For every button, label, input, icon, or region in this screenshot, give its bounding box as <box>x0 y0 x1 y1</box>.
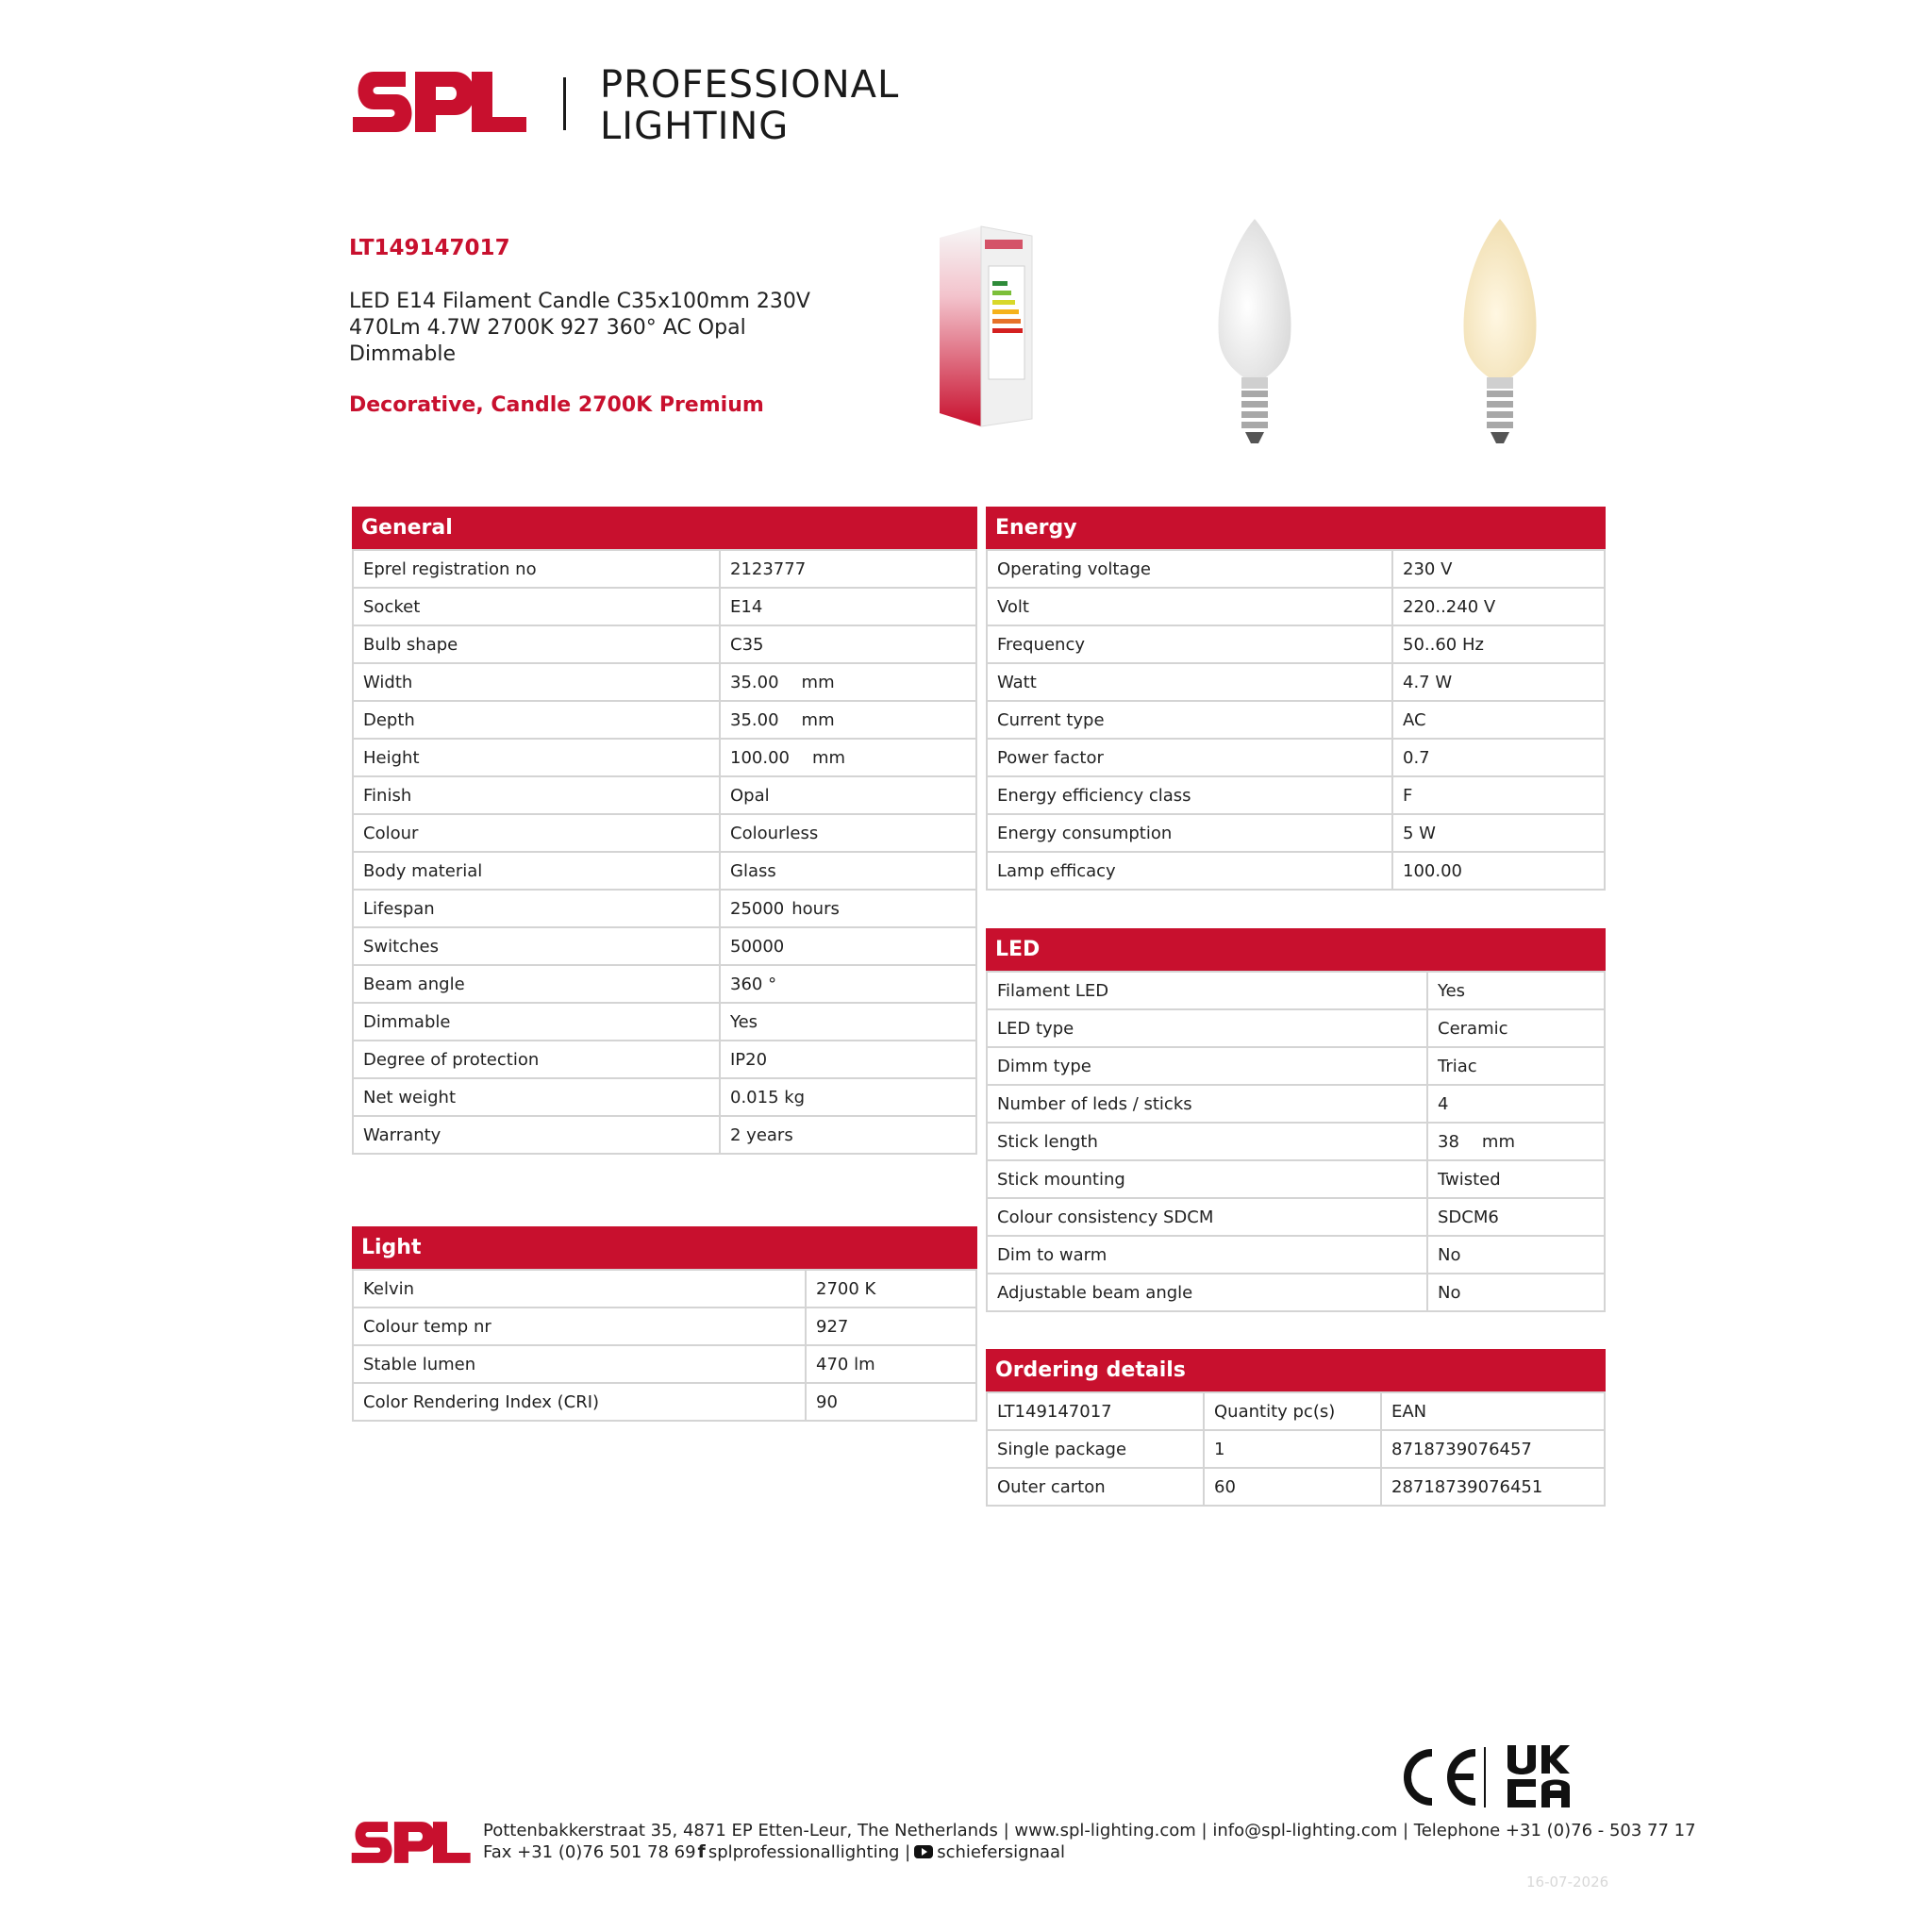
led-value <box>1427 972 1605 1009</box>
product-subtitle: Decorative, Candle 2700K Premium <box>349 393 764 417</box>
energy-value-text: 100.00 <box>1403 860 1462 881</box>
general-row <box>353 1078 976 1116</box>
energy-label: Energy consumption <box>987 814 1392 852</box>
general-value <box>720 890 976 927</box>
footer-social-line <box>483 1841 1696 1863</box>
led-row <box>987 1198 1605 1236</box>
led-value <box>1427 1047 1605 1085</box>
general-label: Finish <box>353 776 720 814</box>
energy-row <box>987 701 1605 739</box>
ordering-row <box>987 1430 1605 1468</box>
energy-value <box>1392 701 1605 739</box>
general-label: Lifespan <box>353 890 720 927</box>
general-value-text: C35 <box>730 634 764 655</box>
energy-label: Volt <box>987 588 1392 625</box>
spl-footer-logo <box>349 1815 472 1870</box>
energy-label: Frequency <box>987 625 1392 663</box>
led-row <box>987 1274 1605 1311</box>
energy-row <box>987 550 1605 588</box>
led-label: Stick mounting <box>987 1160 1427 1198</box>
led-row <box>987 972 1605 1009</box>
energy-value <box>1392 588 1605 625</box>
energy-label: Watt <box>987 663 1392 701</box>
led-row <box>987 1047 1605 1085</box>
led-row <box>987 1236 1605 1274</box>
general-value <box>720 663 976 701</box>
general-row <box>353 776 976 814</box>
light-value-text: 470 lm <box>816 1354 875 1374</box>
led-label: Adjustable beam angle <box>987 1274 1427 1311</box>
ordering-quantity: 60 <box>1204 1468 1381 1506</box>
light-label: Color Rendering Index (CRI) <box>353 1383 806 1421</box>
ordering-ean: 28718739076451 <box>1381 1468 1605 1506</box>
general-value-text: Yes <box>730 1011 758 1032</box>
general-unit: hours <box>791 898 840 919</box>
general-value <box>720 701 976 739</box>
energy-label: Energy efficiency class <box>987 776 1392 814</box>
ordering-header-quantity: Quantity pc(s) <box>1204 1392 1381 1430</box>
youtube-icon <box>914 1845 933 1858</box>
general-value <box>720 739 976 776</box>
general-label: Width <box>353 663 720 701</box>
energy-row <box>987 588 1605 625</box>
energy-label: Lamp efficacy <box>987 852 1392 890</box>
general-label: Warranty <box>353 1116 720 1154</box>
light-section <box>352 1226 977 1422</box>
general-label: Depth <box>353 701 720 739</box>
led-value <box>1427 1085 1605 1123</box>
light-value-text: 2700 K <box>816 1278 876 1299</box>
general-label: Beam angle <box>353 965 720 1003</box>
led-unit: mm <box>1481 1131 1515 1152</box>
ordering-header-row <box>987 1392 1605 1430</box>
general-label: Eprel registration no <box>353 550 720 588</box>
energy-value-text: 5 W <box>1403 823 1436 843</box>
brand-line-1: PROFESSIONAL <box>600 63 900 107</box>
energy-value <box>1392 852 1605 890</box>
facebook-icon: f <box>697 1841 706 1862</box>
light-table <box>352 1269 977 1422</box>
general-value-text: E14 <box>730 596 763 617</box>
light-value-text: 90 <box>816 1391 838 1412</box>
ordering-header-code: LT149147017 <box>987 1392 1204 1430</box>
light-value <box>806 1383 976 1421</box>
energy-value-text: 220..240 V <box>1403 596 1496 617</box>
energy-label: Current type <box>987 701 1392 739</box>
general-unit: mm <box>801 709 835 730</box>
general-row <box>353 890 976 927</box>
led-table <box>986 971 1606 1312</box>
general-value-text: IP20 <box>730 1049 768 1070</box>
ordering-quantity: 1 <box>1204 1430 1381 1468</box>
led-value-text: Ceramic <box>1438 1018 1508 1039</box>
led-value-text: SDCM6 <box>1438 1207 1499 1227</box>
footer-youtube: schiefersignaal <box>937 1842 1066 1862</box>
general-row <box>353 625 976 663</box>
general-value-text: 2 years <box>730 1124 793 1145</box>
product-description: LED E14 Filament Candle C35x100mm 230V 470Lm 4.7W 2700K 927 360° AC Opal Dimmable <box>349 290 810 366</box>
led-label: Number of leds / sticks <box>987 1085 1427 1123</box>
led-value-text: Yes <box>1438 980 1466 1001</box>
led-value-text: 4 <box>1438 1093 1449 1114</box>
print-date: 16-07-2026 <box>1526 1874 1609 1890</box>
general-value-text: 50000 <box>730 936 785 957</box>
general-value <box>720 550 976 588</box>
general-value-text: 360 ° <box>730 974 777 994</box>
general-row <box>353 550 976 588</box>
energy-row <box>987 739 1605 776</box>
energy-label: Operating voltage <box>987 550 1392 588</box>
general-row <box>353 965 976 1003</box>
general-label: Colour <box>353 814 720 852</box>
general-row <box>353 588 976 625</box>
general-label: Height <box>353 739 720 776</box>
led-row <box>987 1160 1605 1198</box>
general-label: Net weight <box>353 1078 720 1116</box>
led-value-text: No <box>1438 1244 1461 1265</box>
energy-value <box>1392 663 1605 701</box>
led-value <box>1427 1160 1605 1198</box>
general-unit: mm <box>811 747 846 768</box>
general-value <box>720 965 976 1003</box>
general-value <box>720 927 976 965</box>
footer-facebook: splprofessionallighting | <box>708 1842 911 1862</box>
general-row <box>353 1116 976 1154</box>
ordering-table <box>986 1391 1606 1507</box>
brand-line-2: LIGHTING <box>600 105 790 148</box>
general-value <box>720 1116 976 1154</box>
light-value <box>806 1345 976 1383</box>
bulb-image-on <box>1453 215 1547 447</box>
energy-value <box>1392 739 1605 776</box>
energy-label: Power factor <box>987 739 1392 776</box>
led-value <box>1427 1236 1605 1274</box>
general-row <box>353 1041 976 1078</box>
energy-value-text: AC <box>1403 709 1426 730</box>
general-value-text: Opal <box>730 785 770 806</box>
energy-row <box>987 776 1605 814</box>
packaging-image <box>934 225 1047 434</box>
led-label: Dim to warm <box>987 1236 1427 1274</box>
general-value-text: 2123777 <box>730 558 807 579</box>
ordering-ean: 8718739076457 <box>1381 1430 1605 1468</box>
energy-value <box>1392 625 1605 663</box>
general-label: Switches <box>353 927 720 965</box>
general-value <box>720 588 976 625</box>
led-value <box>1427 1123 1605 1160</box>
led-row <box>987 1085 1605 1123</box>
led-value <box>1427 1198 1605 1236</box>
led-value <box>1427 1274 1605 1311</box>
brand-text <box>600 64 899 147</box>
ordering-package: Outer carton <box>987 1468 1204 1506</box>
general-value-text: 100.00 <box>730 747 790 768</box>
energy-row <box>987 625 1605 663</box>
led-value-text: 38 <box>1438 1131 1459 1152</box>
light-row <box>353 1307 976 1345</box>
light-title: Light <box>352 1226 977 1269</box>
product-code: LT149147017 <box>349 236 510 260</box>
light-row <box>353 1270 976 1307</box>
general-label: Body material <box>353 852 720 890</box>
general-row <box>353 663 976 701</box>
general-value-text: 35.00 <box>730 672 779 692</box>
general-section <box>352 507 977 1155</box>
general-value <box>720 625 976 663</box>
general-value <box>720 814 976 852</box>
light-label: Stable lumen <box>353 1345 806 1383</box>
led-section <box>986 928 1606 1312</box>
general-label: Degree of protection <box>353 1041 720 1078</box>
ordering-header-ean: EAN <box>1381 1392 1605 1430</box>
energy-section <box>986 507 1606 891</box>
energy-value <box>1392 814 1605 852</box>
general-value-text: 0.015 kg <box>730 1087 806 1108</box>
led-value-text: Triac <box>1438 1056 1477 1076</box>
led-label: Filament LED <box>987 972 1427 1009</box>
general-unit: mm <box>801 672 835 692</box>
ukca-mark-icon <box>1506 1743 1572 1809</box>
led-value-text: No <box>1438 1282 1461 1303</box>
general-value-text: Colourless <box>730 823 819 843</box>
footer-address: Pottenbakkerstraat 35, 4871 EP Etten-Leur, The Netherlands | www.spl-lighting.com | info@spl-lighting.com | Telephone +31 (0)76 - 503 77 17 <box>483 1821 1696 1840</box>
general-row <box>353 852 976 890</box>
general-label: Bulb shape <box>353 625 720 663</box>
light-value <box>806 1307 976 1345</box>
general-value-text: 35.00 <box>730 709 779 730</box>
general-row <box>353 701 976 739</box>
general-row <box>353 814 976 852</box>
general-value <box>720 1078 976 1116</box>
light-label: Kelvin <box>353 1270 806 1307</box>
energy-value-text: 50..60 Hz <box>1403 634 1484 655</box>
energy-row <box>987 852 1605 890</box>
general-row <box>353 1003 976 1041</box>
spl-logo <box>349 62 528 142</box>
ordering-row <box>987 1468 1605 1506</box>
led-value <box>1427 1009 1605 1047</box>
ordering-title: Ordering details <box>986 1349 1606 1391</box>
energy-title: Energy <box>986 507 1606 549</box>
led-value-text: Twisted <box>1438 1169 1501 1190</box>
general-value-text: 25000 <box>730 898 785 919</box>
footer-fax: Fax +31 (0)76 501 78 69 <box>483 1842 696 1862</box>
led-label: Colour consistency SDCM <box>987 1198 1427 1236</box>
energy-value <box>1392 550 1605 588</box>
energy-value-text: 4.7 W <box>1403 672 1453 692</box>
general-row <box>353 927 976 965</box>
light-value-text: 927 <box>816 1316 849 1337</box>
energy-table <box>986 549 1606 891</box>
general-value-text: Glass <box>730 860 776 881</box>
footer-contact <box>483 1821 1696 1863</box>
general-title: General <box>352 507 977 549</box>
general-value <box>720 852 976 890</box>
led-label: Stick length <box>987 1123 1427 1160</box>
logo-divider <box>563 77 566 130</box>
energy-value-text: F <box>1403 785 1413 806</box>
ordering-package: Single package <box>987 1430 1204 1468</box>
general-row <box>353 739 976 776</box>
general-value <box>720 776 976 814</box>
light-label: Colour temp nr <box>353 1307 806 1345</box>
energy-value-text: 0.7 <box>1403 747 1430 768</box>
general-value <box>720 1041 976 1078</box>
led-label: LED type <box>987 1009 1427 1047</box>
led-row <box>987 1123 1605 1160</box>
energy-row <box>987 663 1605 701</box>
general-label: Dimmable <box>353 1003 720 1041</box>
energy-value <box>1392 776 1605 814</box>
led-label: Dimm type <box>987 1047 1427 1085</box>
energy-value-text: 230 V <box>1403 558 1453 579</box>
ordering-section <box>986 1349 1606 1507</box>
light-value <box>806 1270 976 1307</box>
energy-row <box>987 814 1605 852</box>
certification-divider <box>1484 1747 1486 1807</box>
led-title: LED <box>986 928 1606 971</box>
general-table <box>352 549 977 1155</box>
bulb-image-off <box>1208 215 1302 447</box>
general-label: Socket <box>353 588 720 625</box>
general-value <box>720 1003 976 1041</box>
light-row <box>353 1345 976 1383</box>
led-row <box>987 1009 1605 1047</box>
light-row <box>353 1383 976 1421</box>
